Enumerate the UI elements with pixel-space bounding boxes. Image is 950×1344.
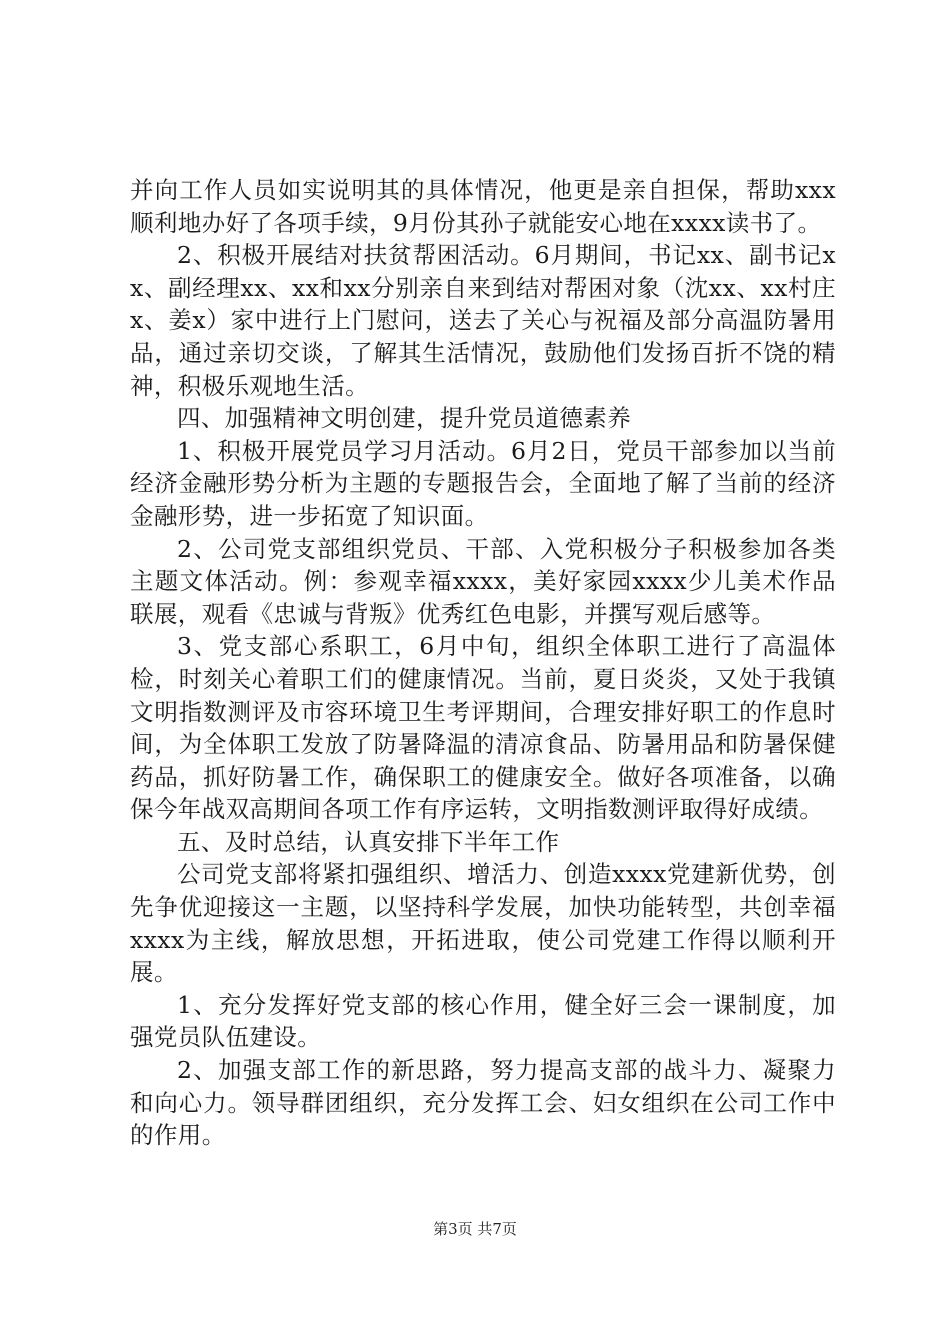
- section-heading: 四、加强精神文明创建，提升党员道德素养: [177, 404, 632, 433]
- paragraph: 2、加强支部工作的新思路，努力提高支部的战斗力、凝聚力和向心力。领导群团组织，充分发挥工会、妇女组织在公司工作中的作用。: [130, 1056, 836, 1150]
- paragraph: 2、积极开展结对扶贫帮困活动。6月期间，书记xx、副书记xx、副经理xx、xx和xx分别亲自来到结对帮困对象（沈xx、xx村庄x、姜x）家中进行上门慰问，送去了关心与祝福及部分高温防暑用品，通过亲切交谈，了解其生活情况，鼓励他们发扬百折不饶的精神，积极乐观地生活。: [130, 241, 836, 400]
- paragraph: 2、公司党支部组织党员、干部、入党积极分子积极参加各类主题文体活动。例：参观幸福xxxx，美好家园xxxx少儿美术作品联展，观看《忠诚与背叛》优秀红色电影，并撰写观后感等。: [130, 534, 836, 628]
- document-body: [130, 174, 836, 1152]
- page-number-footer: 第3页 共7页: [433, 1220, 517, 1238]
- paragraph: 1、积极开展党员学习月活动。6月2日，党员干部参加以当前经济金融形势分析为主题的专题报告会，全面地了解了当前的经济金融形势，进一步拓宽了知识面。: [130, 436, 836, 530]
- paragraph: 公司党支部将紧扣强组织、增活力、创造xxxx党建新优势，创先争优迎接这一主题，以坚持科学发展，加快功能转型，共创幸福xxxx为主线，解放思想，开拓进取，使公司党建工作得以顺利开展。: [130, 860, 836, 987]
- paragraph: 1、充分发挥好党支部的核心作用，健全好三会一课制度，加强党员队伍建设。: [130, 990, 836, 1052]
- paragraph: 3、党支部心系职工，6月中旬，组织全体职工进行了高温体检，时刻关心着职工们的健康情况。当前，夏日炎炎，又处于我镇文明指数测评及市容环境卫生考评期间，合理安排好职工的作息时间，为全体职工发放了防暑降温的清凉食品、防暑用品和防暑保健药品，抓好防暑工作，确保职工的健康安全。做好各项准备，以确保今年战双高期间各项工作有序运转，文明指数测评取得好成绩。: [130, 632, 836, 824]
- paragraph: 并向工作人员如实说明其的具体情况，他更是亲自担保，帮助xxx顺利地办好了各项手续，9月份其孙子就能安心地在xxxx读书了。: [130, 176, 836, 237]
- section-heading: 五、及时总结，认真安排下半年工作: [177, 827, 560, 856]
